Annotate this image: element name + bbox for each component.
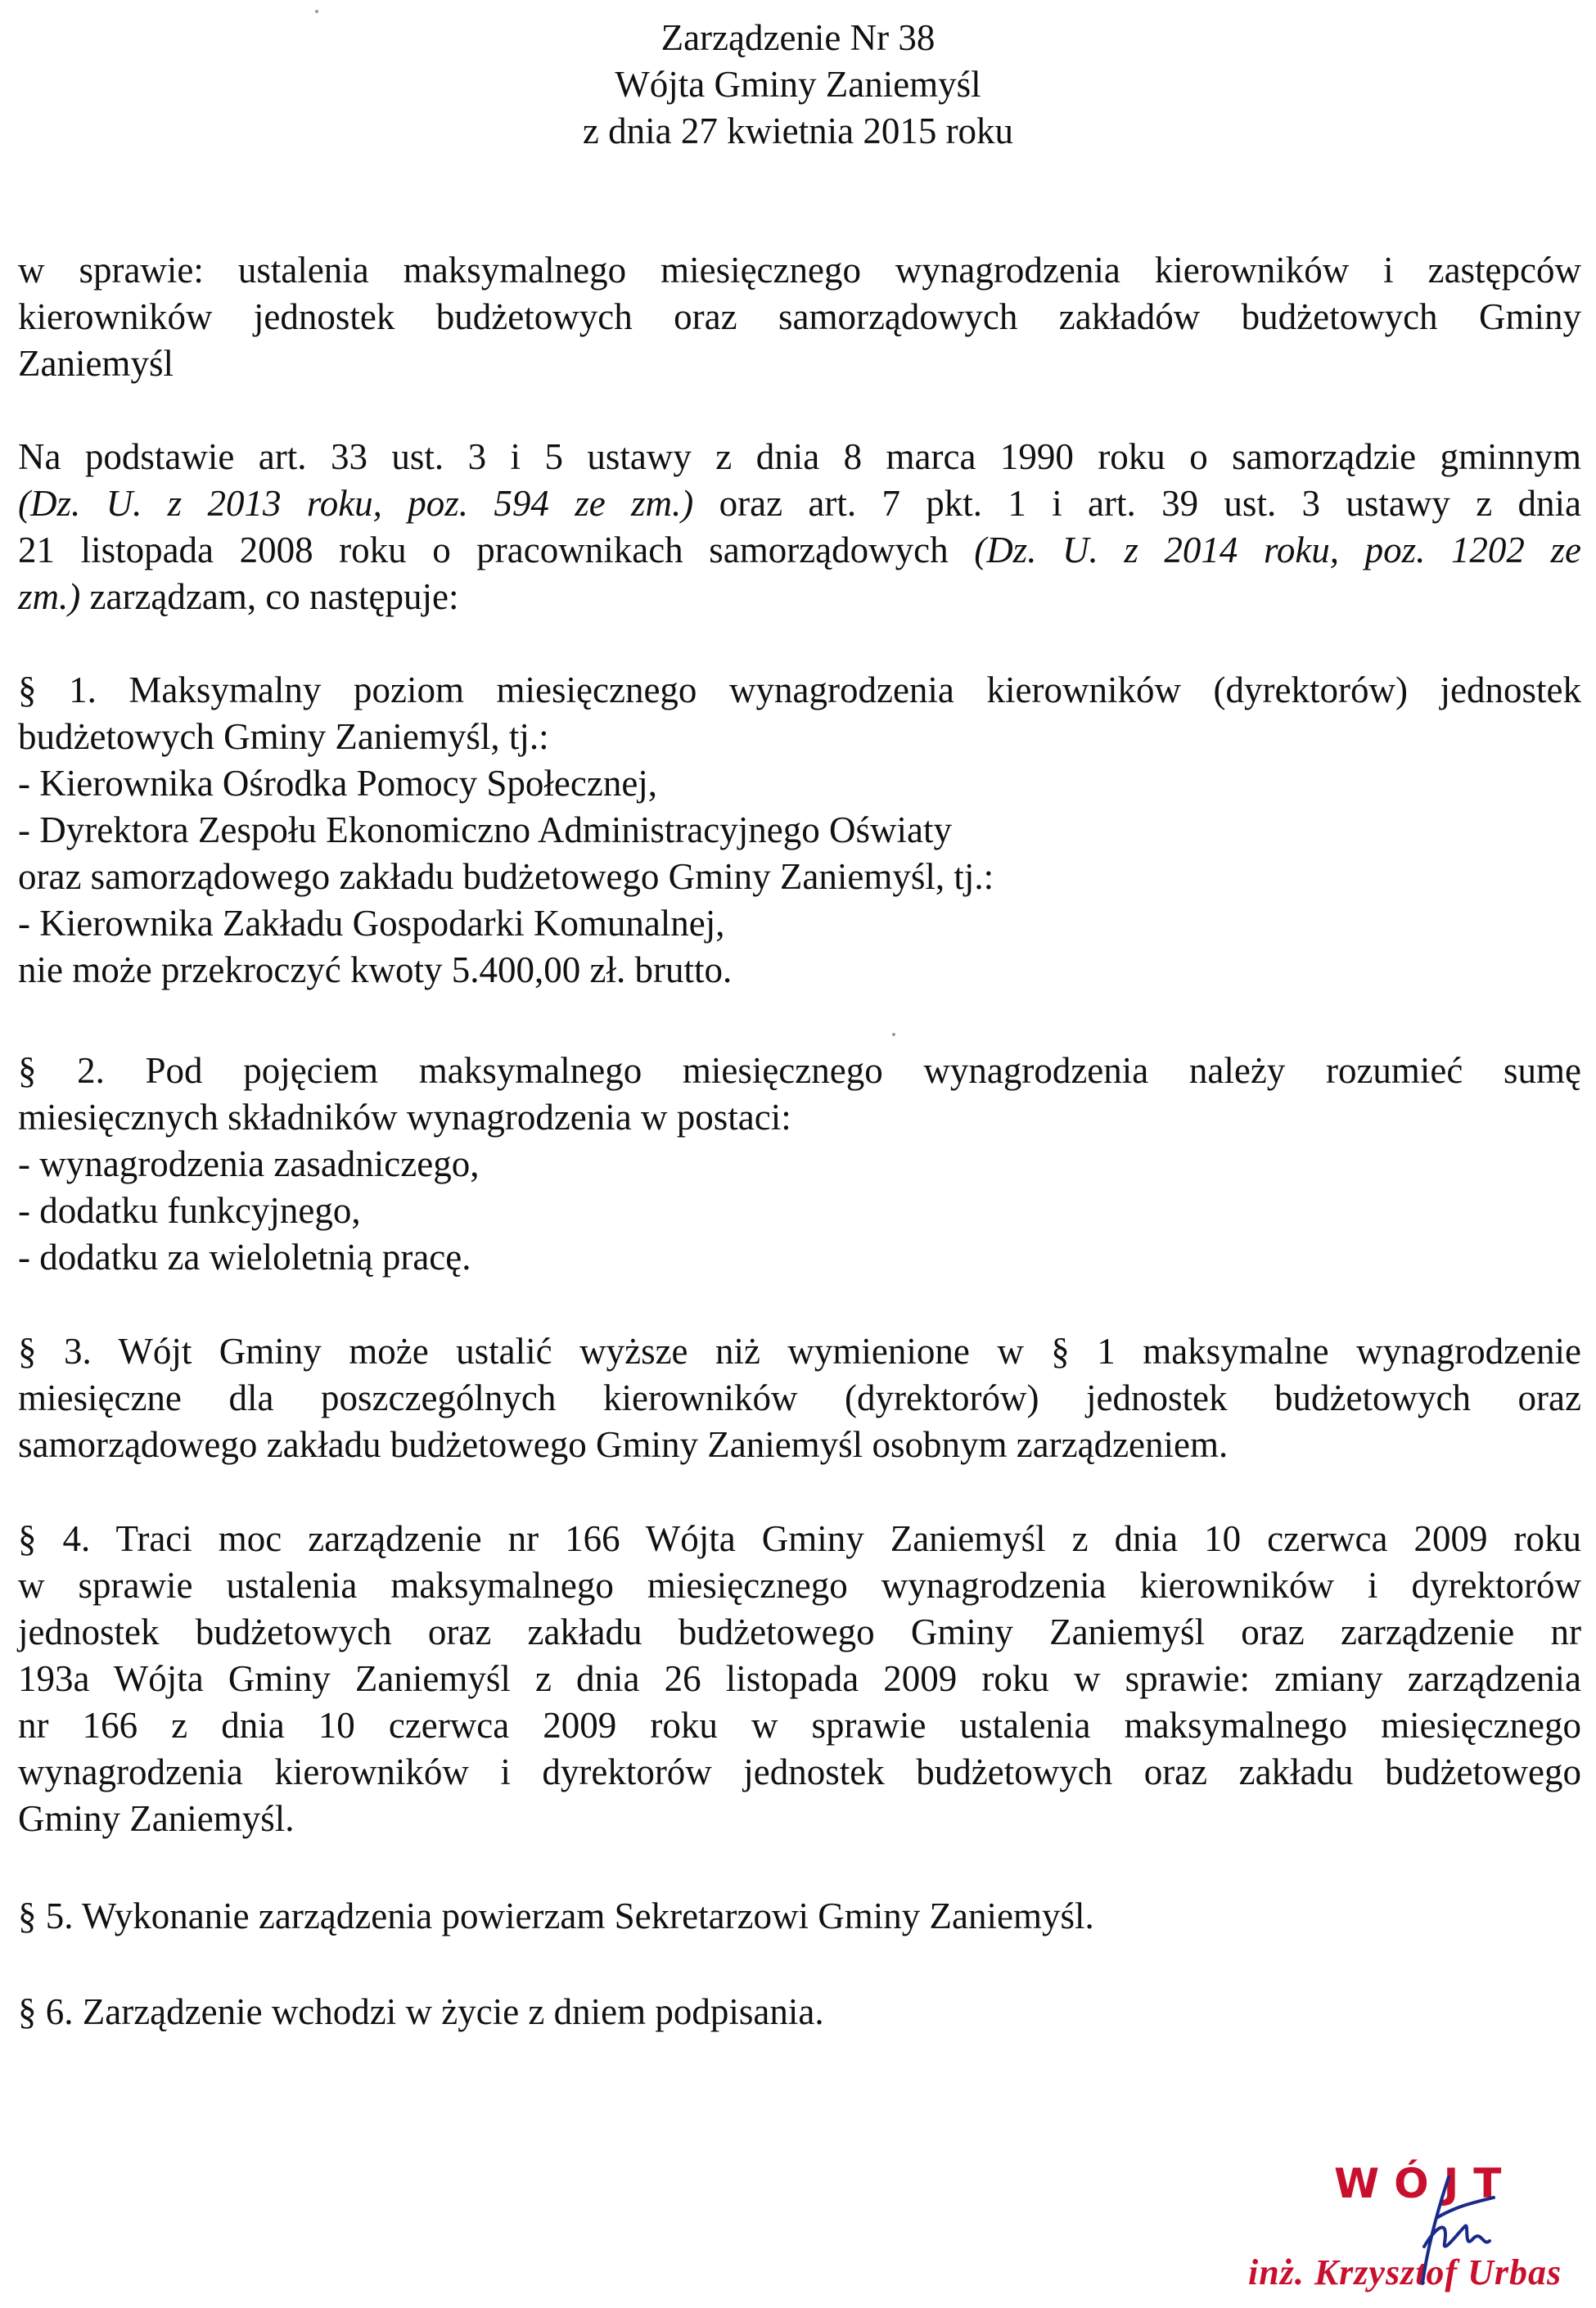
basis-text: oraz art. 7 pkt. 1 i art. 39 ust. 3 ustawy z dnia xyxy=(693,483,1581,524)
signature-stroke xyxy=(1422,2177,1494,2283)
section-line: § 5. Wykonanie zarządzenia powierzam Sekretarzowi Gminy Zaniemyśl. xyxy=(18,1896,1094,1936)
citation: (Dz. U. z 2013 roku, poz. 594 ze zm.) xyxy=(18,483,694,524)
section-line: w sprawie ustalenia maksymalnego miesięcznego wynagrodzenia kierowników i dyrektorów xyxy=(18,1565,1581,1606)
section-line: wynagrodzenia kierowników i dyrektorów jednostek budżetowych oraz zakładu budżetowego xyxy=(18,1751,1581,1792)
basis-line xyxy=(18,574,1581,620)
header-date: z dnia 27 kwietnia 2015 roku xyxy=(582,110,1014,151)
subject-line: Zaniemyśl xyxy=(18,343,174,384)
section-6 xyxy=(18,1989,1581,2035)
list-item: - Dyrektora Zespołu Ekonomiczno Administracyjnego Oświaty xyxy=(18,809,952,850)
document-header xyxy=(0,15,1596,155)
basis-text: zarządzam, co następuje: xyxy=(80,576,459,617)
basis-line xyxy=(18,480,1581,527)
section-2 xyxy=(18,1048,1581,1281)
list-item: - Kierownika Ośrodka Pomocy Społecznej, xyxy=(18,763,658,804)
list-item: - wynagrodzenia zasadniczego, xyxy=(18,1143,480,1184)
section-line: samorządowego zakładu budżetowego Gminy Zaniemyśl osobnym zarządzeniem. xyxy=(18,1424,1229,1465)
section-1 xyxy=(18,667,1581,994)
section-5 xyxy=(18,1893,1581,1940)
subject-paragraph xyxy=(18,247,1581,387)
section-line: jednostek budżetowych oraz zakładu budżetowego Gminy Zaniemyśl oraz zarządzenie nr xyxy=(18,1612,1581,1652)
stamp-name: inż. Krzysztof Urbas xyxy=(1248,2252,1562,2292)
basis-line: Na podstawie art. 33 ust. 3 i 5 ustawy z dnia 8 marca 1990 roku o samorządzie gminnym xyxy=(18,436,1581,477)
subject-line: kierowników jednostek budżetowych oraz samorządowych zakładów budżetowych Gminy xyxy=(18,296,1581,337)
list-item: - Kierownika Zakładu Gospodarki Komunalnej, xyxy=(18,903,725,944)
section-3 xyxy=(18,1328,1581,1468)
legal-basis-paragraph xyxy=(18,434,1581,620)
header-issuer: Wójta Gminy Zaniemyśl xyxy=(615,64,981,105)
subject-line: w sprawie: ustalenia maksymalnego miesięcznego wynagrodzenia kierowników i zastępców xyxy=(18,250,1581,291)
section-line: § 2. Pod pojęciem maksymalnego miesięcznego wynagrodzenia należy rozumieć sumę xyxy=(18,1050,1581,1091)
scan-speck xyxy=(892,1033,895,1036)
section-line: budżetowych Gminy Zaniemyśl, tj.: xyxy=(18,716,549,757)
section-line: nr 166 z dnia 10 czerwca 2009 roku w sprawie ustalenia maksymalnego miesięcznego xyxy=(18,1705,1581,1746)
section-4 xyxy=(18,1516,1581,1842)
section-line: § 3. Wójt Gminy może ustalić wyższe niż wymienione w § 1 maksymalne wynagrodzenie xyxy=(18,1331,1581,1372)
basis-line xyxy=(18,527,1581,574)
section-line: § 4. Traci moc zarządzenie nr 166 Wójta Gminy Zaniemyśl z dnia 10 czerwca 2009 roku xyxy=(18,1518,1581,1559)
section-line: nie może przekroczyć kwoty 5.400,00 zł. brutto. xyxy=(18,949,733,990)
list-item: - dodatku za wieloletnią pracę. xyxy=(18,1237,471,1278)
section-line: Gminy Zaniemyśl. xyxy=(18,1798,295,1839)
signature-icon xyxy=(1391,2169,1506,2292)
section-line: oraz samorządowego zakładu budżetowego Gminy Zaniemyśl, tj.: xyxy=(18,856,994,897)
citation: (Dz. U. z 2014 roku, poz. 1202 ze xyxy=(974,530,1581,570)
citation: zm.) xyxy=(18,576,81,617)
section-line: miesięcznych składników wynagrodzenia w postaci: xyxy=(18,1097,791,1138)
section-line: § 6. Zarządzenie wchodzi w życie z dniem podpisania. xyxy=(18,1991,824,2032)
basis-text: 21 listopada 2008 roku o pracownikach samorządowych xyxy=(18,530,975,570)
section-line: § 1. Maksymalny poziom miesięcznego wynagrodzenia kierowników (dyrektorów) jednostek xyxy=(18,669,1581,710)
stamp-title: WÓJT xyxy=(1334,2160,1517,2207)
section-line: miesięczne dla poszczególnych kierowników (dyrektorów) jednostek budżetowych oraz xyxy=(18,1377,1581,1418)
scan-speck xyxy=(315,10,318,13)
header-title: Zarządzenie Nr 38 xyxy=(660,17,936,58)
list-item: - dodatku funkcyjnego, xyxy=(18,1190,361,1231)
section-line: 193a Wójta Gminy Zaniemyśl z dnia 26 listopada 2009 roku w sprawie: zmiany zarządzenia xyxy=(18,1658,1581,1699)
